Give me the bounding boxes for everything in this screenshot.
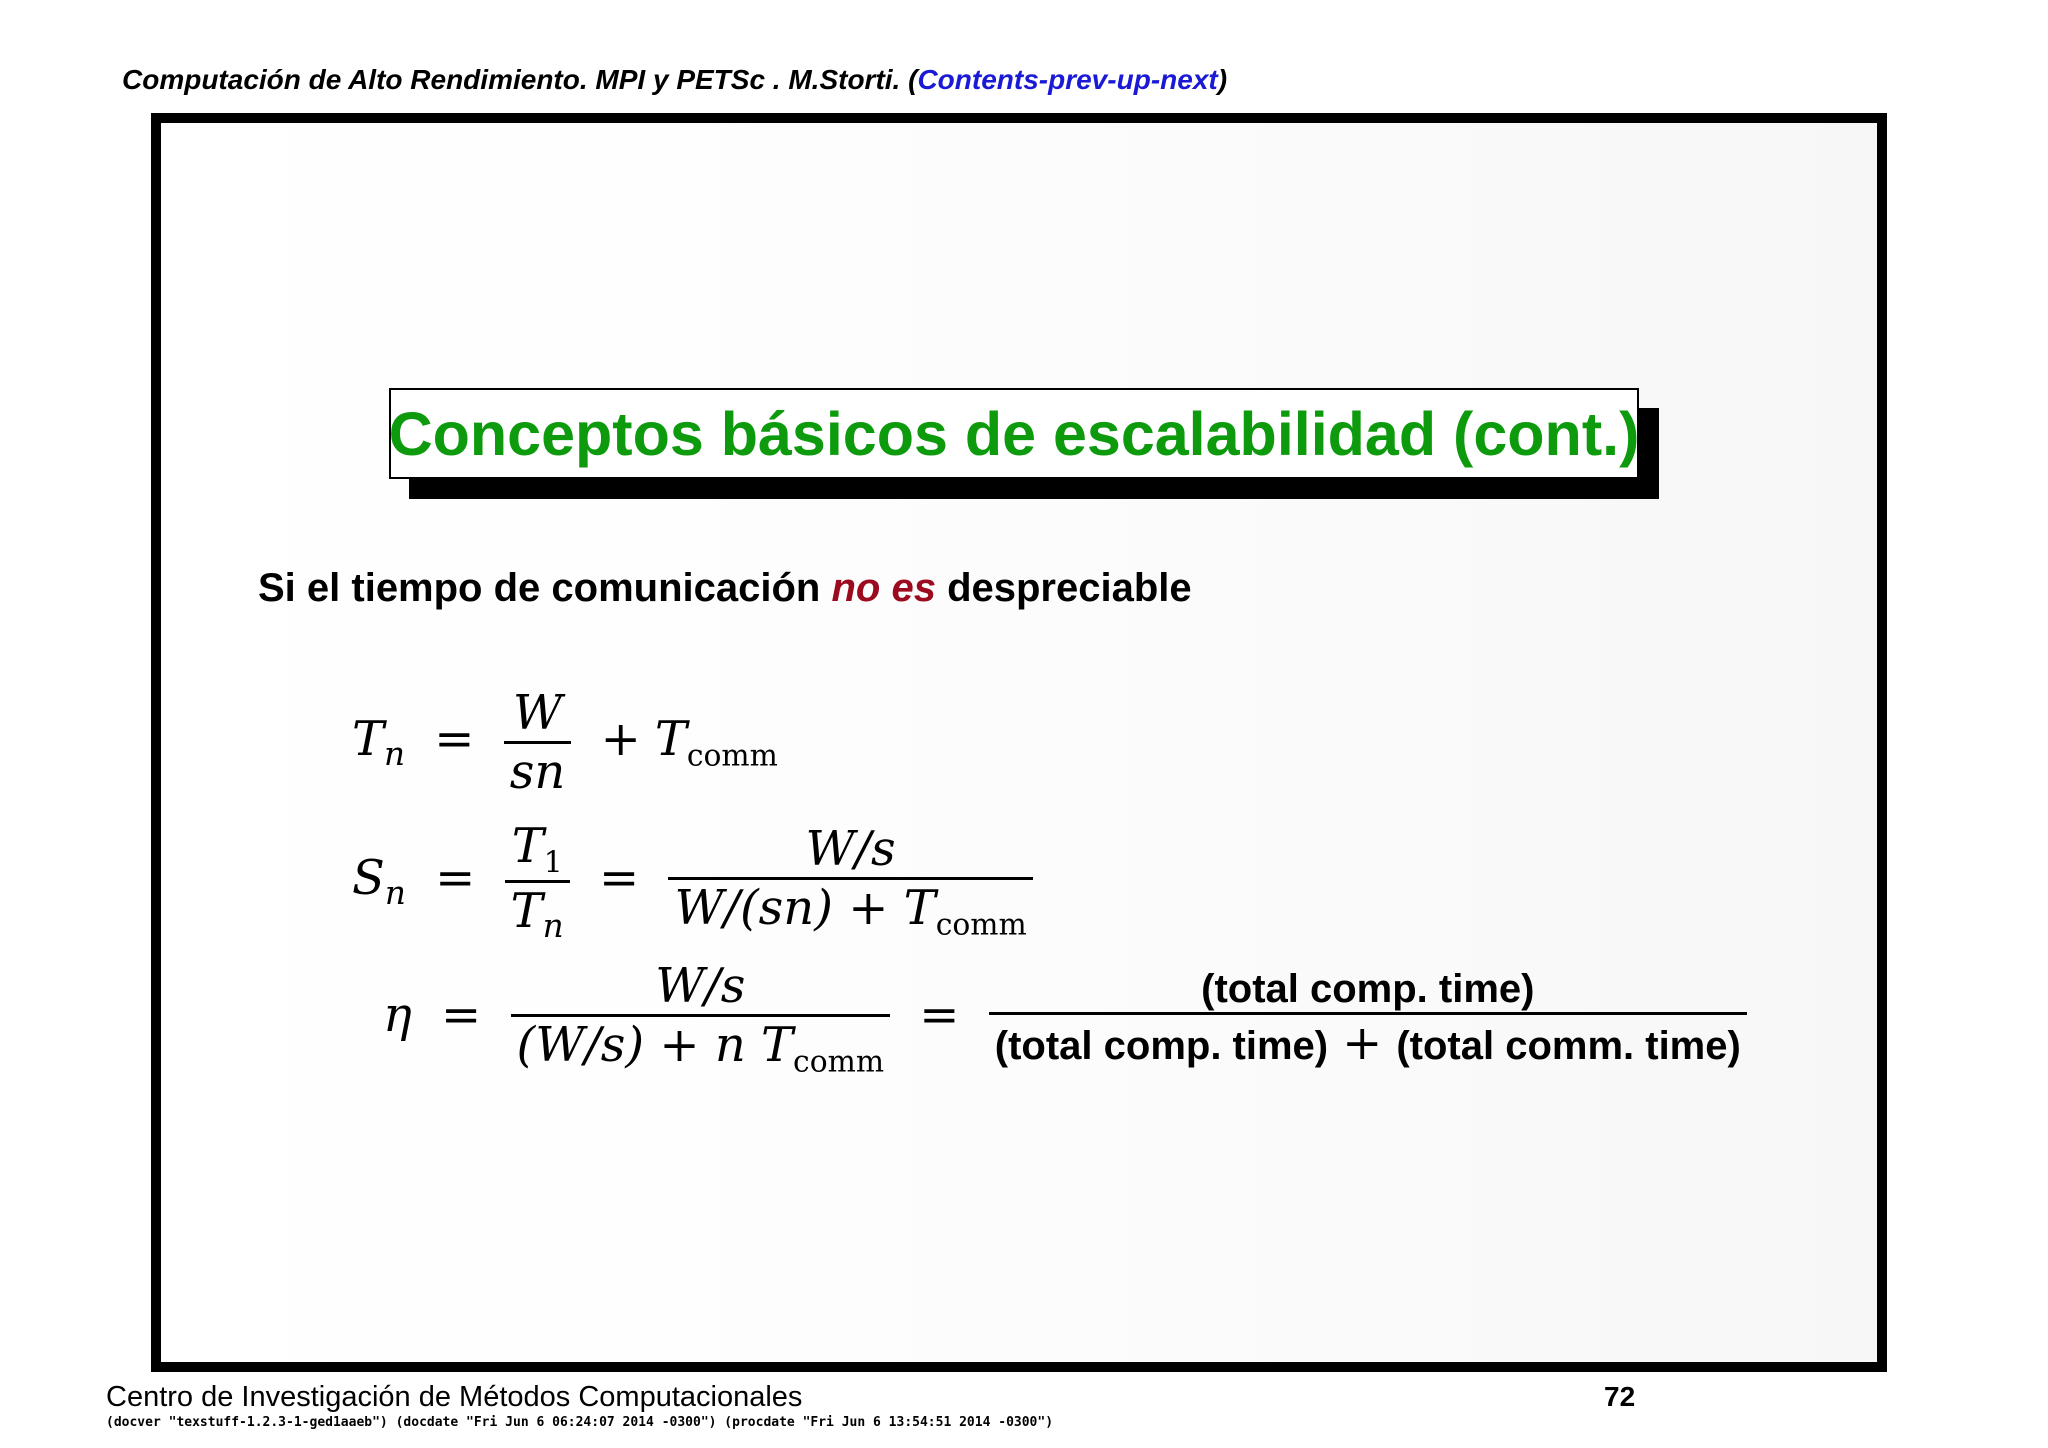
running-header — [122, 64, 1227, 96]
eq2-lhs: S — [352, 850, 385, 907]
equation-eta — [383, 958, 1747, 1079]
equation-sn — [352, 818, 1033, 945]
eq2-den2 — [668, 877, 1032, 942]
eq3-den2 — [989, 1012, 1747, 1071]
link-separator: - — [1038, 64, 1049, 95]
eq2-num1-base: T — [511, 818, 544, 874]
eq2-den1 — [505, 880, 570, 945]
eq3-den2-plus: + — [1342, 1014, 1383, 1071]
eq1-numerator: W — [512, 685, 563, 741]
header-text: Computación de Alto Rendimiento. MPI y PETSc . M.Storti. ( — [122, 64, 918, 95]
eq3-equals: = — [441, 987, 482, 1044]
next-link[interactable]: next — [1160, 64, 1218, 95]
eq3-den1-base: (W/s) + n T — [516, 1017, 794, 1073]
eq2-equals: = — [435, 850, 476, 907]
eq1-lhs-sub: n — [384, 734, 406, 773]
footer-institution: Centro de Investigación de Métodos Computacionales — [106, 1381, 803, 1413]
eq2-fraction-1 — [505, 818, 570, 945]
intro-sentence — [258, 566, 1192, 611]
eq1-plus: + — [600, 711, 641, 767]
link-separator: - — [1150, 64, 1161, 95]
eq2-den2-sub: comm — [935, 907, 1027, 943]
eq3-den1 — [511, 1014, 891, 1079]
eq2-den1-sub: n — [542, 907, 564, 946]
eq2-num2: W/s — [805, 820, 896, 877]
eq3-den1-sub: comm — [793, 1044, 885, 1080]
eq3-den2-b: (total comm. time) — [1396, 1023, 1741, 1068]
eq2-num1-sub: 1 — [543, 845, 563, 881]
eq1-fraction — [504, 685, 572, 800]
eq1-equals: = — [434, 711, 475, 767]
eq3-num2: (total comp. time) — [1201, 966, 1535, 1011]
slide-title-box — [389, 388, 1639, 479]
eq3-num1: W/s — [655, 958, 746, 1014]
eq3-lhs: η — [383, 987, 412, 1044]
eq2-fraction-2 — [668, 821, 1032, 942]
eq2-num1 — [506, 818, 569, 880]
eq1-term: T — [654, 711, 687, 767]
eq3-den2-a: (total comp. time) — [994, 1023, 1329, 1068]
eq3-fraction-1 — [511, 958, 891, 1079]
intro-text-end: despreciable — [935, 566, 1192, 610]
header-close: ) — [1217, 64, 1228, 95]
doc-metadata: (docver "texstuff-1.2.3-1-ged1aaeb") (docdate "Fri Jun 6 06:24:07 2014 -0300") (procdate "Fri Jun 6 13:54:51 2014 -0300") — [106, 1415, 1054, 1430]
eq1-lhs: T — [352, 711, 385, 767]
contents-link[interactable]: Contents — [917, 64, 1039, 95]
intro-emphasis: no es — [831, 566, 936, 610]
eq3-equals-2: = — [919, 987, 960, 1044]
eq2-den1-base: T — [510, 883, 543, 940]
link-separator: - — [1107, 64, 1117, 95]
eq2-equals-2: = — [598, 850, 640, 907]
eq2-den2-base: W/(sn) + T — [674, 879, 936, 936]
intro-text: Si el tiempo de comunicación — [258, 566, 832, 610]
up-link[interactable]: up — [1116, 64, 1151, 95]
page-number: 72 — [1604, 1381, 1636, 1412]
eq2-lhs-sub: n — [384, 873, 406, 912]
eq3-fraction-2 — [989, 967, 1747, 1071]
eq1-term-sub: comm — [686, 738, 778, 774]
slide-title: Conceptos básicos de escalabilidad (cont.) — [388, 399, 1640, 468]
prev-link[interactable]: prev — [1048, 64, 1108, 95]
equation-tn — [352, 685, 778, 800]
eq1-denominator: sn — [504, 741, 572, 800]
